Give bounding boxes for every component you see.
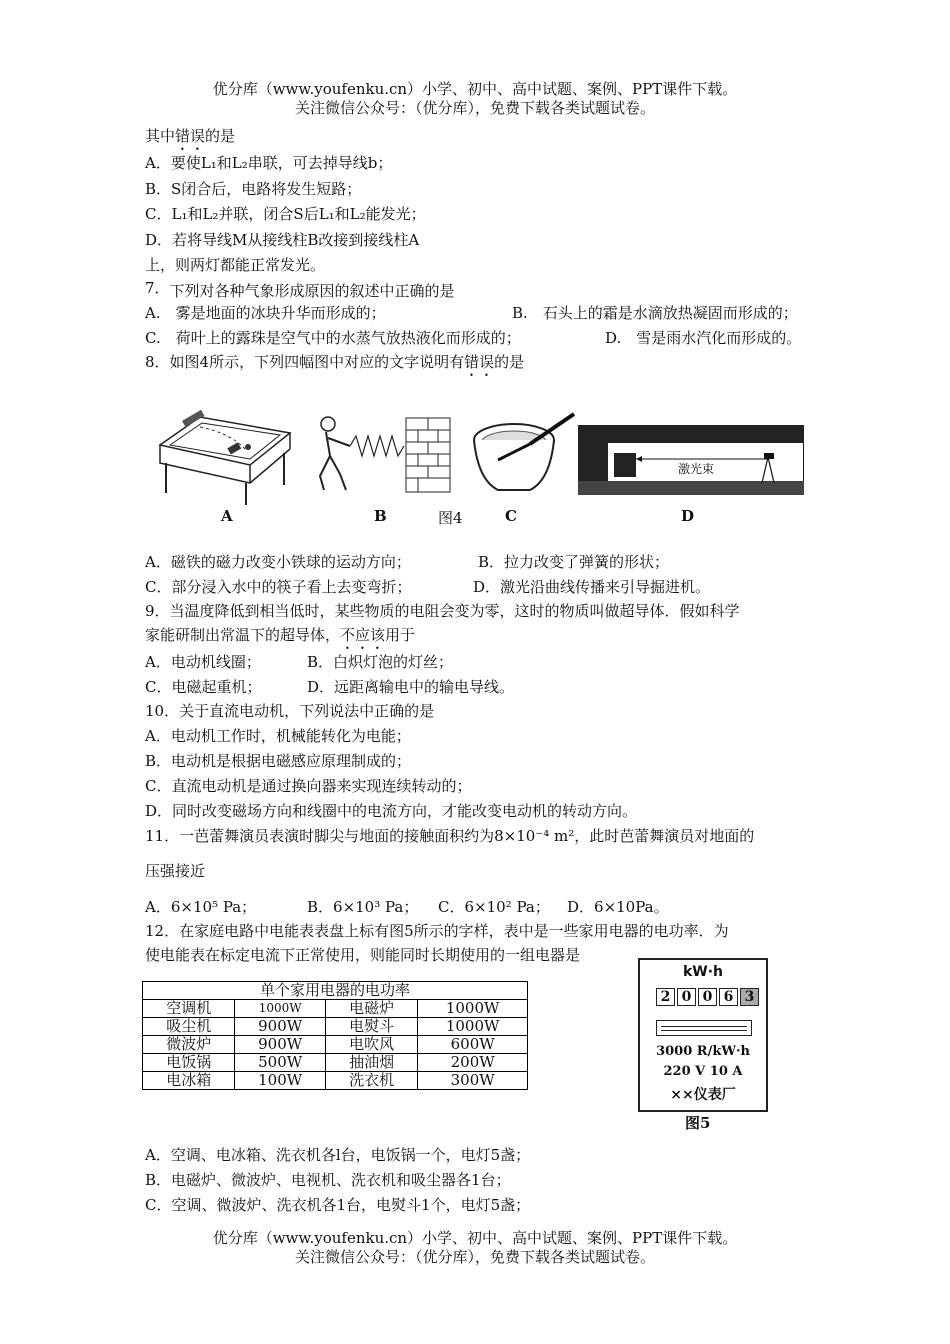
- q6-option-b: B．S闭合后，电路将发生短路；: [145, 180, 362, 198]
- q8-option-c: C．部分浸入水中的筷子看上去变弯折；: [145, 578, 412, 596]
- table-cell: 1000W: [418, 1018, 528, 1036]
- footer-line-1: 优分库（www.youfenku.cn）小学、初中、高中试题、案例、PPT课件下载。: [212, 1229, 738, 1247]
- meter-digit: 0: [698, 988, 717, 1006]
- figure-4b-spring-pull: [310, 410, 460, 495]
- q9-stem-line-2: 家能研制出常温下的超导体，不应该用于: [145, 626, 416, 644]
- q6-option-d-cont: 上，则两灯都能正常发光。: [145, 256, 326, 274]
- table-cell: 抽油烟: [325, 1054, 417, 1072]
- table-row: [143, 1072, 528, 1090]
- meter-spec-revs: 3000 R/kW·h: [656, 1044, 750, 1059]
- q6-stem: 其中错误的是: [145, 127, 236, 145]
- footer-line-2: 关注微信公众号：（优分库），免费下载各类试题试卷。: [294, 1248, 655, 1266]
- table-cell: 微波炉: [143, 1036, 235, 1054]
- figure-4-caption: 图4: [438, 509, 463, 527]
- q10-option-a: A．电动机工作时，机械能转化为电能；: [145, 727, 411, 745]
- q12-stem-line-1: 12．在家庭电路中电能表表盘上标有图5所示的字样，表中是一些家用电器的电功率．为: [145, 922, 729, 940]
- table-cell: 吸尘机: [143, 1018, 235, 1036]
- table-row: [143, 1036, 528, 1054]
- meter-window: [656, 1020, 752, 1036]
- meter-unit: kW·h: [682, 964, 724, 980]
- table-cell: 1000W: [235, 1000, 325, 1018]
- figure-4-label-b: B: [374, 507, 387, 525]
- header-line-2: 关注微信公众号：（优分库），免费下载各类试题试卷。: [294, 99, 655, 117]
- q7-option-a: A. 雾是地面的冰块升华而形成的；: [145, 304, 386, 322]
- q11-option-d: D．6×10Pa。: [567, 898, 669, 916]
- figure-5-caption: 图5: [685, 1114, 711, 1132]
- q7-stem: 7．下列对各种气象形成原因的叙述中正确的是: [145, 279, 455, 300]
- figure-4a-magnet-table: [150, 405, 300, 505]
- q11-option-b: B．6×10³ Pa；: [307, 898, 419, 916]
- table-cell: 空调机: [143, 1000, 235, 1018]
- table-cell: 600W: [418, 1036, 528, 1054]
- q9-option-c: C．电磁起重机；: [145, 678, 262, 696]
- table-row: [143, 982, 528, 1000]
- table-cell: 电熨斗: [325, 1018, 417, 1036]
- figure-4-label-c: C: [505, 507, 517, 525]
- table-cell: 300W: [418, 1072, 528, 1090]
- q10-option-d: D．同时改变磁场方向和线圈中的电流方向，才能改变电动机的转动方向。: [145, 802, 638, 820]
- q9-option-d: D．远距离输电中的输电导线。: [307, 678, 515, 696]
- table-cell: 洗衣机: [325, 1072, 417, 1090]
- meter-digit: 3: [740, 988, 759, 1006]
- table-cell: 200W: [418, 1054, 528, 1072]
- table-cell: 电冰箱: [143, 1072, 235, 1090]
- q12-stem-line-2: 使电能表在标定电流下正常使用，则能同时长期使用的一组电器是: [145, 946, 581, 964]
- q6-option-a: A．要使L₁和L₂串联，可去掉导线b；: [145, 154, 393, 172]
- header-line-1: 优分库（www.youfenku.cn）小学、初中、高中试题、案例、PPT课件下载。: [212, 80, 738, 98]
- q6-option-d: D．若将导线M从接线柱B改接到接线柱A: [145, 231, 420, 249]
- q12-option-a: A．空调、电冰箱、洗衣机各l台，电饭锅一个，电灯5盏；: [145, 1146, 531, 1164]
- table-cell: 电吹风: [325, 1036, 417, 1054]
- q9-option-b: B．白炽灯泡的灯丝；: [307, 653, 454, 671]
- q10-stem: 10．关于直流电动机，下列说法中正确的是: [145, 702, 435, 720]
- table-cell: 500W: [235, 1054, 325, 1072]
- electric-meter-figure: [638, 958, 768, 1112]
- q9-option-a: A．电动机线圈；: [145, 653, 261, 671]
- q8-option-b: B．拉力改变了弹簧的形状；: [478, 553, 670, 571]
- q7-option-c: C. 荷叶上的露珠是空气中的水蒸气放热液化而形成的；: [145, 329, 521, 347]
- q10-option-c: C．直流电动机是通过换向器来实现连续转动的；: [145, 777, 472, 795]
- table-cell: 电磁炉: [325, 1000, 417, 1018]
- meter-digit: 0: [677, 988, 696, 1006]
- q8-option-d: D．激光沿曲线传播来引导掘进机。: [473, 578, 711, 596]
- meter-digit: 6: [719, 988, 738, 1006]
- meter-spec-rating: 220 V 10 A: [663, 1064, 743, 1079]
- q11-option-a: A．6×10⁵ Pa；: [145, 898, 257, 916]
- power-table-title: 单个家用电器的电功率: [143, 982, 528, 1000]
- table-cell: 1000W: [418, 1000, 528, 1018]
- q6-option-c: C．L₁和L₂并联，闭合S后L₁和L₂能发光；: [145, 205, 426, 223]
- q12-option-b: B．电磁炉、微波炉、电视机、洗衣机和吸尘器各1台；: [145, 1171, 511, 1189]
- q7-option-d: D. 雪是雨水汽化而形成的。: [605, 329, 802, 347]
- q8-stem: 8．如图4所示，下列四幅图中对应的文字说明有错误的是: [145, 353, 525, 371]
- table-cell: 900W: [235, 1036, 325, 1054]
- q12-option-c: C．空调、微波炉、洗衣机各1台，电熨斗1个，电灯5盏；: [145, 1196, 531, 1214]
- q7-option-b: B. 石头上的霜是水滴放热凝固而形成的；: [512, 304, 798, 322]
- figure-4-label-d: D: [681, 507, 695, 525]
- figure-4c-chopstick-bowl: [468, 410, 580, 502]
- table-row: [143, 1000, 528, 1018]
- q8-option-a: A．磁铁的磁力改变小铁球的运动方向；: [145, 553, 411, 571]
- q9-stem-line-1: 9．当温度降低到相当低时，某些物质的电阻会变为零，这时的物质叫做超导体．假如科学: [145, 602, 740, 620]
- figure-4-label-a: A: [221, 507, 233, 525]
- figure-4d-laser-tunnel: [578, 425, 804, 495]
- table-row: [143, 1018, 528, 1036]
- meter-digit: 2: [656, 988, 675, 1006]
- q11-option-c: C．6×10² Pa；: [438, 898, 550, 916]
- table-row: [143, 1054, 528, 1072]
- table-cell: 电饭锅: [143, 1054, 235, 1072]
- q11-stem-cont: 压强接近: [145, 862, 206, 880]
- table-cell: 900W: [235, 1018, 325, 1036]
- power-table: [142, 981, 528, 1090]
- q10-option-b: B．电动机是根据电磁感应原理制成的；: [145, 752, 412, 770]
- q11-stem: 11．一芭蕾舞演员表演时脚尖与地面的接触面积约为8×10⁻⁴ m²，此时芭蕾舞演员对地面的: [145, 827, 755, 845]
- meter-digits: [656, 988, 759, 1006]
- meter-maker: ××仪表厂: [670, 1087, 736, 1103]
- table-cell: 100W: [235, 1072, 325, 1090]
- laser-beam-label: 激光束: [678, 462, 715, 476]
